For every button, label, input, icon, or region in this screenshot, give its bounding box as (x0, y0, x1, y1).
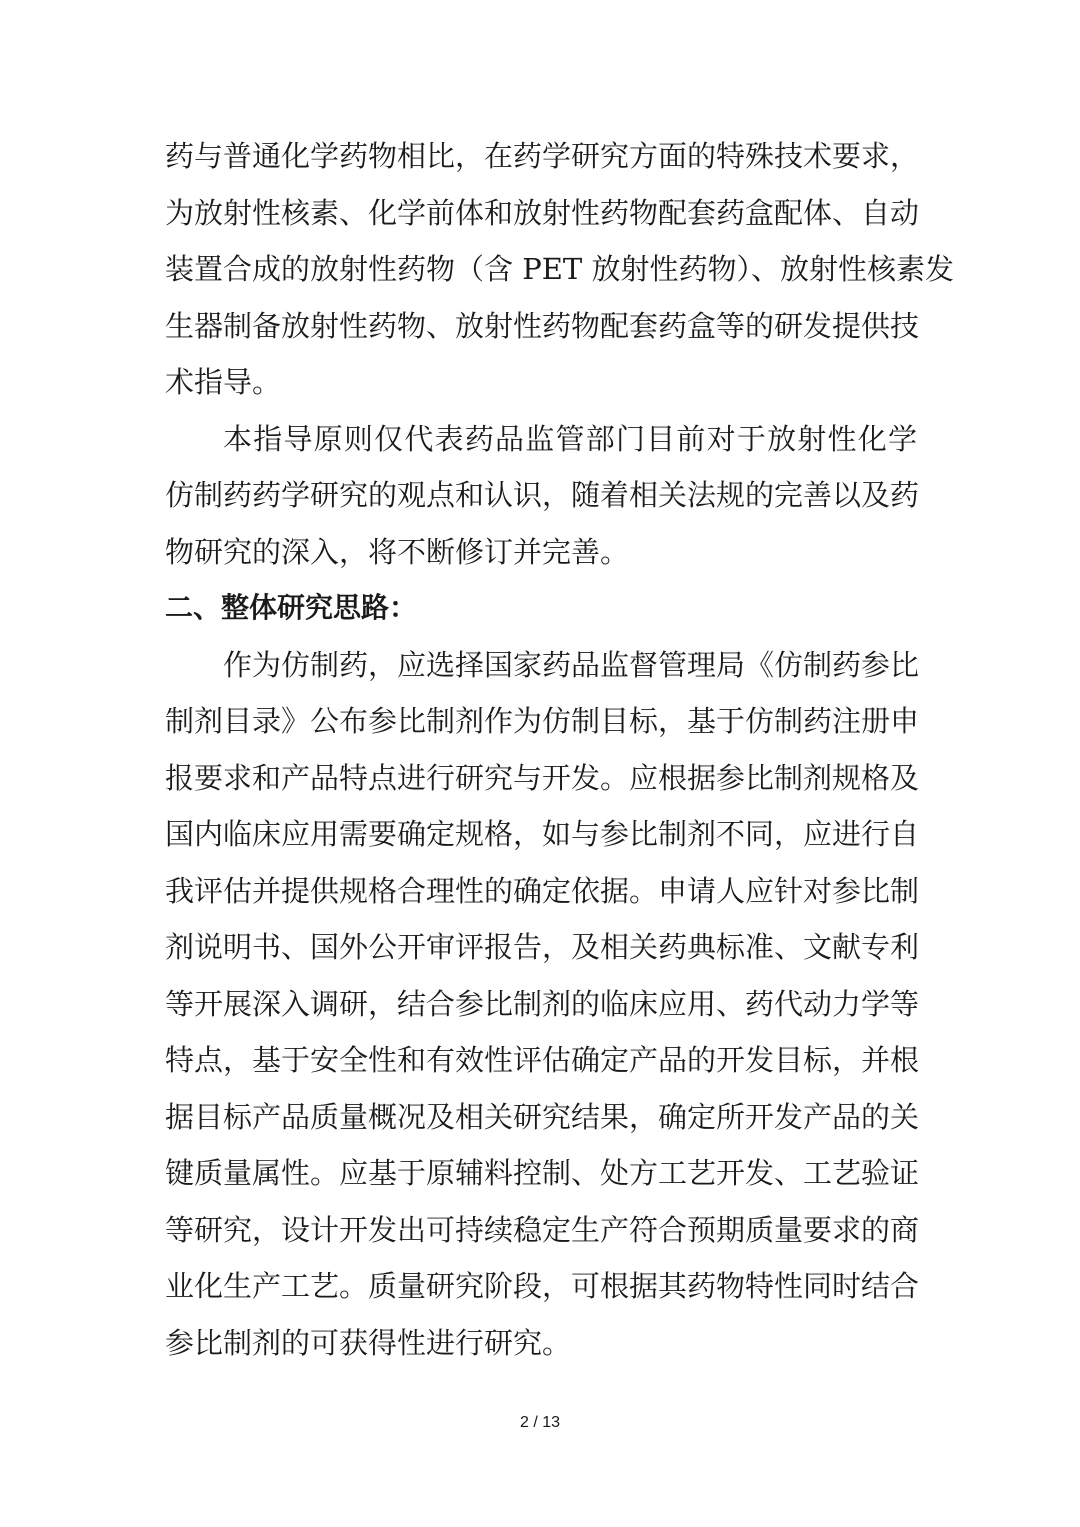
text-line: 据目标产品质量概况及相关研究结果，确定所开发产品的关 (165, 1099, 920, 1134)
text-line: 我评估并提供规格合理性的确定依据。申请人应针对参比制 (165, 873, 920, 908)
text-line: 术指导。 (165, 365, 282, 399)
text-line: 仿制药药学研究的观点和认识，随着相关法规的完善以及药 (165, 478, 920, 512)
text-line: 生器制备放射性药物、放射性药物配套药盒等的研发提供技 (165, 308, 920, 343)
text-line: 制剂目录》公布参比制剂作为仿制目标，基于仿制药注册申 (165, 704, 920, 738)
text-line: 装置合成的放射性药物（含 PET 放射性药物）、放射性核素发 (165, 252, 954, 286)
text-line: 报要求和产品特点进行研究与开发。应根据参比制剂规格及 (165, 760, 920, 795)
text-line: 作为仿制药，应选择国家药品监督管理局《仿制药参比 (223, 647, 920, 682)
document-body (165, 128, 954, 1371)
text-line: 剂说明书、国外公开审评报告，及相关药典标准、文献专利 (165, 930, 920, 964)
text-line: 国内临床应用需要确定规格，如与参比制剂不同，应进行自 (165, 817, 920, 851)
text-line: 等开展深入调研，结合参比制剂的临床应用、药代动力学等 (165, 986, 920, 1021)
text-line: 特点，基于安全性和有效性评估确定产品的开发目标，并根 (165, 1043, 920, 1077)
text-line: 参比制剂的可获得性进行研究。 (165, 1325, 572, 1360)
text-line: 键质量属性。应基于原辅料控制、处方工艺开发、工艺验证 (165, 1156, 920, 1190)
page-number: 2 / 13 (519, 1414, 561, 1431)
text-line: 物研究的深入，将不断修订并完善。 (165, 534, 630, 569)
text-line: 药与普通化学药物相比，在药学研究方面的特殊技术要求， (165, 139, 920, 173)
text-line: 业化生产工艺。质量研究阶段，可根据其药物特性同时结合 (165, 1269, 920, 1303)
text-line: 为放射性核素、化学前体和放射性药物配套药盒配体、自动 (165, 195, 920, 230)
section-heading: 二、整体研究思路： (165, 591, 418, 624)
text-line: 本指导原则仅代表药品监管部门目前对于放射性化学 (223, 421, 917, 456)
text-line: 等研究，设计开发出可持续稳定生产符合预期质量要求的商 (165, 1212, 920, 1247)
